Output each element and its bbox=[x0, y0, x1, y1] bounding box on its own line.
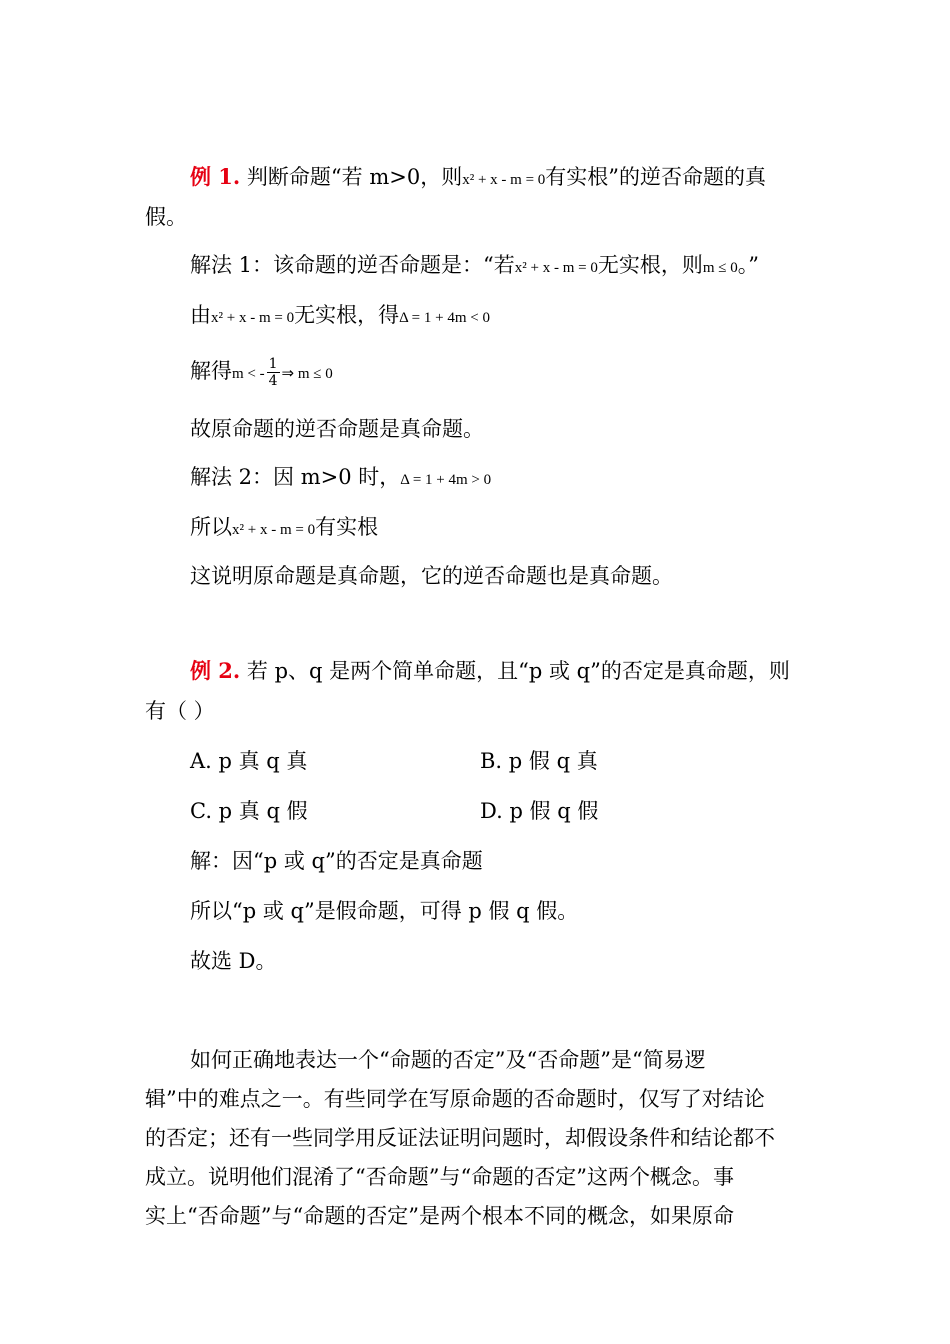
example2-stem: 例 2. 若 p、q 是两个简单命题，且“p 或 q”的否定是真命题，则 bbox=[190, 658, 790, 683]
example1-stem: 例 1. 判断命题“若 m>0，则x² + x - m = 0有实根”的逆否命题的真 bbox=[190, 164, 767, 189]
fraction: $\frac{1}{4}$ bbox=[268, 356, 278, 389]
option-d: D. p 假 q 假 bbox=[480, 799, 599, 823]
example1-solution1-line1: 解法 1：该命题的逆否命题是：“若x² + x - m = 0无实根，则m ≤ 0。” bbox=[190, 253, 760, 277]
example2-answer: 故选 D。 bbox=[190, 949, 277, 973]
example1-stem-cont: 假。 bbox=[145, 205, 187, 229]
paragraph-line3: 的否定；还有一些同学用反证法证明问题时，却假设条件和结论都不 bbox=[145, 1126, 775, 1150]
example1-solution2-line2: 所以x² + x - m = 0有实根 bbox=[190, 515, 379, 539]
example1-solution2-line3: 这说明原命题是真命题，它的逆否命题也是真命题。 bbox=[190, 564, 673, 588]
example1-solution2-line1: 解法 2：因 m>0 时，Δ = 1 + 4m > 0 bbox=[190, 465, 492, 489]
example2-solution-line1: 解：因“p 或 q”的否定是真命题 bbox=[190, 849, 483, 873]
option-b: B. p 假 q 真 bbox=[480, 749, 598, 773]
paragraph-line5: 实上“否命题”与“命题的否定”是两个根本不同的概念，如果原命 bbox=[145, 1204, 734, 1228]
paragraph-line2: 辑”中的难点之一。有些同学在写原命题的否命题时，仅写了对结论 bbox=[145, 1087, 765, 1111]
example2-label: 例 2. bbox=[190, 658, 241, 683]
example1-solution1-line3: 解得m < - $\frac{1}{4}$ ⇒ m ≤ 0 bbox=[190, 356, 333, 389]
example1-label: 例 1. bbox=[190, 164, 241, 189]
example2-solution-line2: 所以“p 或 q”是假命题，可得 p 假 q 假。 bbox=[190, 899, 579, 923]
option-a: A. p 真 q 真 bbox=[190, 749, 308, 773]
option-c: C. p 真 q 假 bbox=[190, 799, 308, 823]
example2-stem-cont: 有（ ） bbox=[145, 699, 215, 723]
paragraph-line1: 如何正确地表达一个“命题的否定”及“否命题”是“简易逻 bbox=[190, 1048, 706, 1072]
example1-solution1-line2: 由x² + x - m = 0无实根，得Δ = 1 + 4m < 0 bbox=[190, 303, 490, 327]
paragraph-line4: 成立。说明他们混淆了“否命题”与“命题的否定”这两个概念。事 bbox=[145, 1165, 734, 1189]
example1-conclusion: 故原命题的逆否命题是真命题。 bbox=[190, 417, 484, 441]
